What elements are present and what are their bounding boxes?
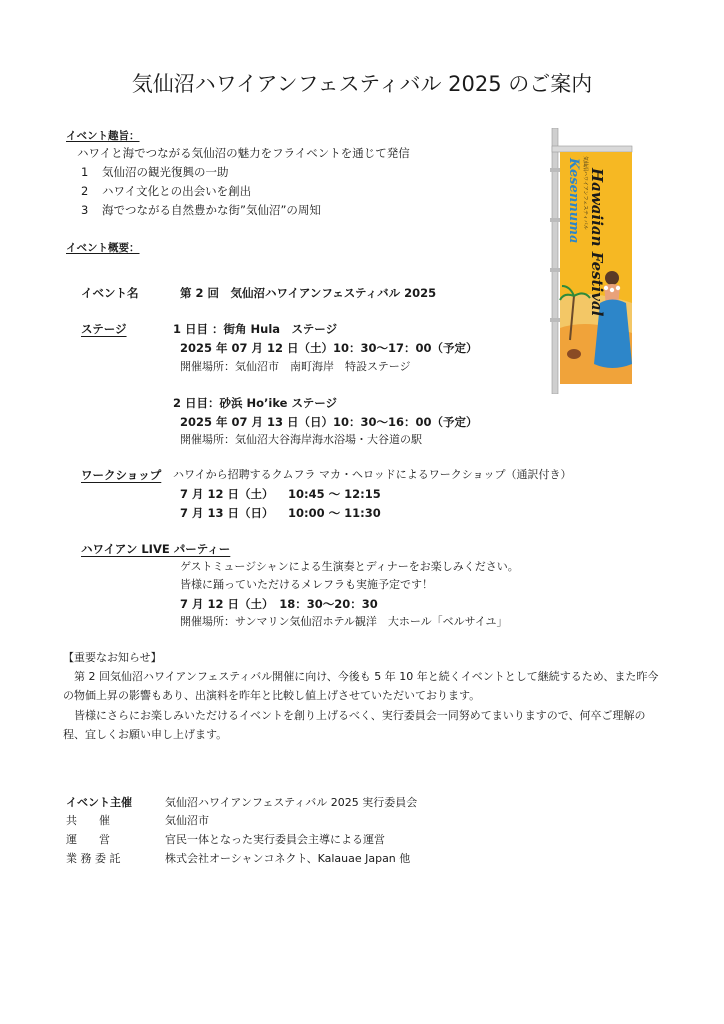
day1-title: 1 日目 ：街角 Hula ステージ — [173, 322, 338, 336]
contractor-value: 株式会社オーシャンコネクト、Kalauae Japan 他 — [165, 852, 411, 865]
banner-clip — [550, 268, 560, 272]
banner-clip — [550, 168, 560, 172]
workshop-label: ワークショップ — [81, 468, 162, 482]
workshop-time-2: 10:00 ～ 11:30 — [288, 506, 381, 520]
organizer-value: 気仙沼ハワイアンフェスティバル 2025 実行委員会 — [165, 796, 418, 809]
organizer-label: イベント主催 — [66, 796, 132, 809]
banner-text-main: Hawaiian Festival — [588, 168, 606, 317]
notice-paragraph-2: 皆様にさらにお楽しみいただけるイベントを創り上げるべく、実行委員会一同努めてまいりますので、何卒ご理解の程、宜しくお願い申し上げます。 — [63, 709, 646, 741]
overview-heading: イベント概要： — [66, 242, 140, 254]
banner-clip — [550, 218, 560, 222]
purpose-intro: ハワイと海でつながる気仙沼の魅力をフライベントを通じて発信 — [77, 146, 410, 160]
party-venue: 開催場所：サンマリン気仙沼ホテル観洋 大ホール「ベルサイユ」 — [180, 615, 508, 628]
dancer-head — [605, 271, 619, 285]
purpose-item-2: ハワイ文化との出会いを創出 — [102, 184, 252, 198]
lei-flower — [610, 288, 614, 292]
party-line-2: 皆様に踊っていただけるメレフラも実施予定です！ — [180, 578, 433, 591]
party-datetime: 7 月 12 日（土） 18：30～20：30 — [180, 597, 378, 611]
event-name: 第 2 回 気仙沼ハワイアンフェスティバル 2025 — [180, 286, 437, 300]
notice-heading: 【重要なお知らせ】 — [63, 651, 162, 664]
day2-datetime: 2025 年 07 月 13 日（日）10：30～16：00（予定） — [180, 415, 478, 429]
ukulele-icon — [567, 349, 581, 359]
workshop-date-1: 7 月 12 日（土） — [180, 487, 274, 501]
banner-clip — [550, 318, 560, 322]
page-title: 気仙沼ハワイアンフェスティバル 2025 のご案内 — [131, 72, 593, 96]
co-host-label: 共 催 — [66, 814, 110, 827]
purpose-heading: イベント趣旨： — [66, 130, 140, 142]
purpose-item-3: 海でつながる自然豊かな街”気仙沼”の周知 — [102, 203, 321, 217]
day1-datetime: 2025 年 07 月 12 日（土）10：30～17：00（予定） — [180, 341, 478, 355]
banner-text-group — [566, 157, 581, 243]
day2-venue: 開催場所：気仙沼大谷海岸海水浴場・大谷道の駅 — [180, 433, 422, 446]
banner-text-small: 気仙沼ハワイアンフェスティバル — [582, 156, 588, 230]
contractor-label: 業 務 委 託 — [66, 852, 121, 865]
stage-label: ステージ — [81, 322, 127, 336]
purpose-item-3-num: 3 — [81, 203, 89, 217]
festival-banner-image — [548, 128, 634, 394]
party-line-1: ゲストミュージシャンによる生演奏とディナーをお楽しみください。 — [180, 560, 519, 573]
party-label: ハワイアン LIVE パーティー — [81, 542, 231, 556]
operation-label: 運 営 — [66, 833, 110, 846]
purpose-item-2-num: 2 — [81, 184, 89, 198]
banner-pole — [552, 128, 558, 394]
banner-text-top: Kesennuma — [566, 158, 581, 244]
workshop-time-1: 10:45 ～ 12:15 — [288, 487, 381, 501]
event-name-label: イベント名 — [81, 286, 139, 300]
purpose-item-1-num: 1 — [81, 165, 89, 179]
day2-title: 2 日目：砂浜 Ho’ike ステージ — [173, 396, 338, 410]
workshop-desc: ハワイから招聘するクムフラ マカ・ヘロッドによるワークショップ（通訳付き） — [173, 468, 572, 481]
banner-crossbar — [552, 146, 632, 152]
operation-value: 官民一体となった実行委員会主導による運営 — [165, 833, 385, 846]
day1-venue: 開催場所：気仙沼市 南町海岸 特設ステージ — [180, 360, 411, 373]
purpose-item-1: 気仙沼の観光復興の一助 — [102, 165, 229, 179]
notice-paragraph-1: 第 2 回気仙沼ハワイアンフェスティバル開催に向け、今後も 5 年 10 年と続くイベントとして継続するため、また昨今の物価上昇の影響もあり、出演料を昨年と比較し値上げさせていただいております。 — [63, 670, 659, 702]
workshop-date-2: 7 月 13 日（日） — [180, 506, 274, 520]
lei-flower — [616, 286, 620, 290]
co-host-value: 気仙沼市 — [165, 814, 209, 827]
